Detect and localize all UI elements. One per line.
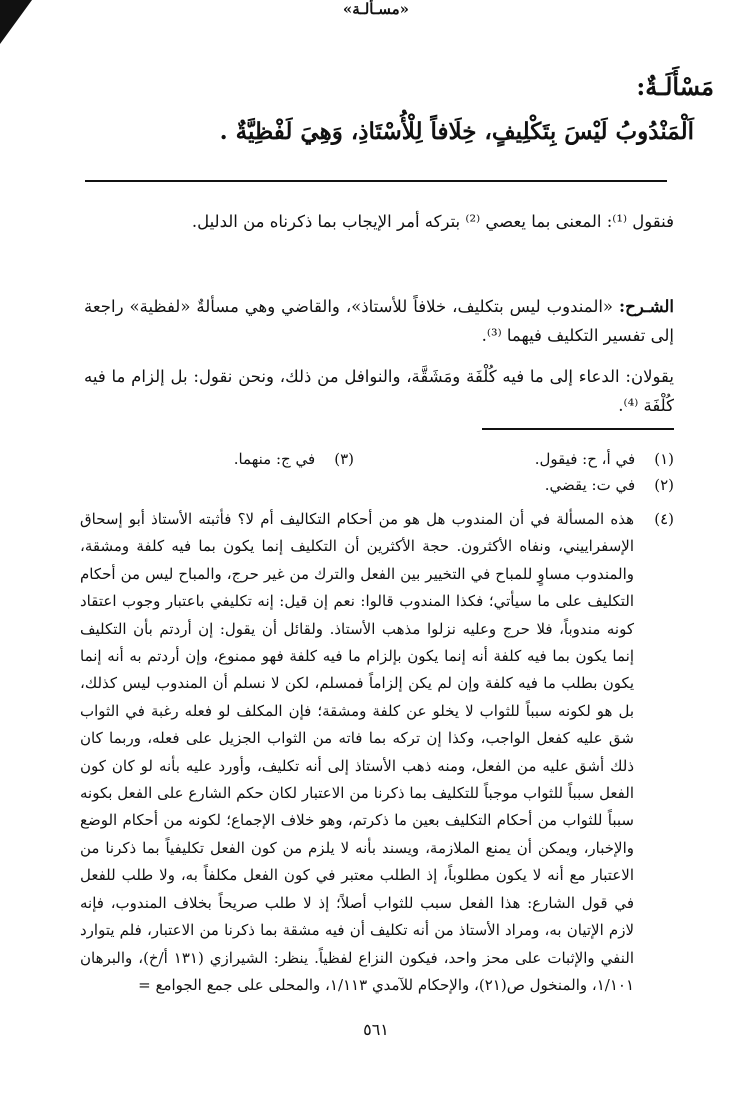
section-heading: مَسْأَلَـةٌ:: [636, 72, 714, 101]
footnote-3-text: في ج: منهما.: [233, 450, 316, 468]
footnote-4-number: (٤): [654, 510, 674, 528]
top-divider: [85, 180, 667, 182]
page-number: ٥٦١: [363, 1020, 389, 1039]
footnote-divider: [482, 428, 674, 430]
section-title: «مسـألـة»: [342, 0, 410, 18]
sharh-label: الشـرح:: [618, 297, 674, 316]
footnote-1: [535, 450, 674, 468]
footnote-1-number: (١): [654, 450, 674, 468]
paragraph-3: يقولان: الدعاء إلى ما فيه كُلْفَة ومَشَقَّة، والنوافل من ذلك، ونحن نقول: بل إلزام ما فيه كُلْفَة ⁽⁴⁾.: [84, 367, 674, 415]
footnote-2-text: في ت: يقضي.: [544, 476, 636, 494]
matn-text: اَلْمَنْدُوبُ لَيْسَ بِتَكْلِيفٍ، خِلَافاً لِلْأُسْتَاذِ، وَهِيَ لَفْظِيَّةٌ .: [219, 118, 694, 145]
paragraph-1: فنقول ⁽¹⁾: المعنى بما يعصي ⁽²⁾ بتركه أمر الإيجاب بما ذكرناه من الدليل.: [191, 212, 674, 231]
footnote-4: [80, 506, 674, 999]
footnote-2-number: (٢): [654, 476, 674, 494]
sharh-paragraph: [84, 292, 674, 350]
footnote-4-text: هذه المسألة في أن المندوب هل هو من أحكام التكاليف أم لا؟ فأثبته الأستاذ أبو إسحاق الإسفراييني، ونفاه الأكثرون. حجة الأكثرين أن التكليف إنما يكون بما فيه كلفة ومشقة، والمندوب مساوٍ للمباح في التخيير بين الفعل والترك من غير حرج، والمباح ليس من أحكام التكليف على ما سيأتي؛ فكذا المندوب قالوا: نعم إن قيل: إنه تكليفي باعتبار وجوب اعتقاد كونه مندوباً، فلا حرج وعليه نزلوا مذهب الأستاذ. ولقائل أن يقول: إن أردتم بأن التكليف إنما يكون بما فيه كلفة أنه إنما يكون بإلزام ما فيه كلفة فهو ممنوع، وإن أردتم به أنه إنما يكون بطلب ما فيه كلفة وإن لم يكن إلزاماً فمسلم، لكن لا نسلم أن المندوب ليس كذلك، بل هو لكونه سبباً للثواب لا يخلو عن كلفة ومشقة؛ فإن المكلف لو فعله رغبة في الثواب شق عليه كفعل الواجب، وكذا إن تركه بما فاته من الثواب الجزيل على فعله، وربما كان ذلك أشق عليه من الفعل، ومنه ذهب الأستاذ إلى أنه تكليف، وأورد عليه بأنه لو كان كون الفعل سبباً للثواب موجباً للتكليف بما ذكرنا من الاعتبار لكان حكم الشارع على الفعل بكونه سبباً للثواب من أحكام التكليف بعين ما ذكرتم، وهو خلاف الإجماع؛ لكونه من أحكام الوضع والإخبار، ويمكن أن يمنع الملازمة، ويسند بأنه لا يلزم من كون الفعل تكليفياً بما ذكرنا من الاعتبار مع أنه لا يكون مطلوباً، إذ الطلب معتبر في كون الفعل مكلفاً به، ولا طلب للفعل في قول الشارع: هذا الفعل سبب للثواب أصلاً؛ إذ لا طلب صريحاً بخلاف المندوب، فإنه لازم الإتيان به، ومراد الأستاذ من أنه تكليف أن فيه مشقة بما ذكرنا من الاعتبار، فلم يتوارد النفي والإثبات على محز واحد، فيكون النزاع لفظياً. ينظر: الشيرازي (١٣١ أ/خ)، والبرهان ١/١٠١، والمنخول ص(٢١)، والإحكام للآمدي ١/١١٣، والمحلى على جمع الجوامع =: [80, 510, 634, 994]
footnote-3: [234, 450, 354, 468]
footnote-2: [545, 476, 674, 494]
footnote-1-text: في أ، ح: فيقول.: [534, 450, 636, 468]
sharh-text: «المندوب ليس بتكليف، خلافاً للأستاذ»، والقاضي وهي مسألةٌ «لفظية» راجعة إلى تفسير التكليف فيهما ⁽³⁾.: [84, 297, 674, 345]
footnote-3-number: (٣): [334, 450, 354, 468]
